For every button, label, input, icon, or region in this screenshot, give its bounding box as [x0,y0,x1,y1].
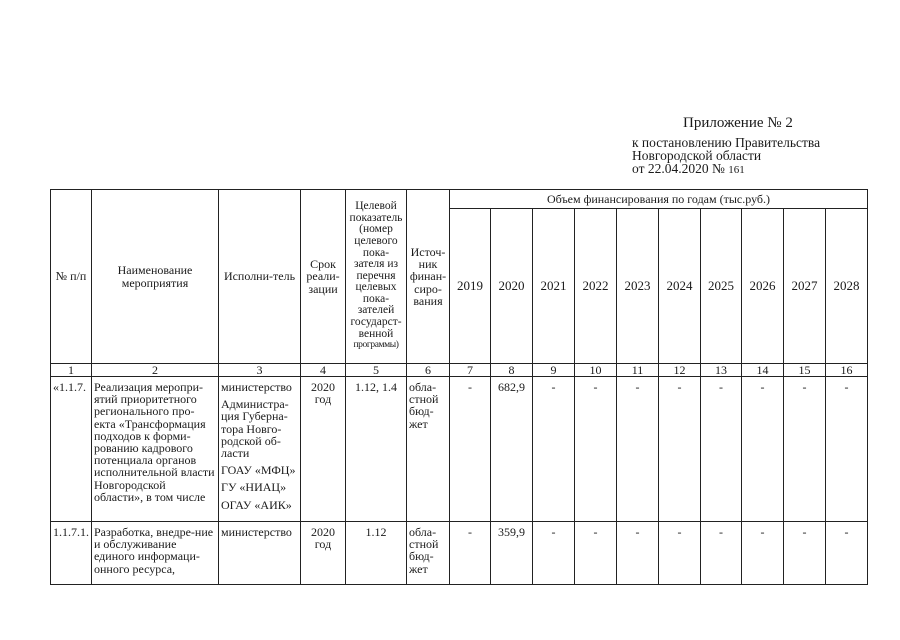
year-header: 2021 [533,209,575,364]
column-number: 12 [659,364,701,377]
value-cell: - [742,522,784,585]
year-header: 2025 [701,209,742,364]
executor: ОГАУ «АИК» [221,497,292,512]
value-cell: - [784,377,826,522]
column-number: 6 [407,364,450,377]
value-cell: - [659,522,701,585]
column-number: 13 [701,364,742,377]
header-financing-volume: Объем финансирования по годам (тыс.руб.) [450,190,868,209]
header-funding-source: Источ-ник финан-сиро-вания [407,190,450,364]
decree-number: 161 [728,164,745,176]
column-numbers-row [51,364,868,377]
value-cell: 682,9 [491,377,533,522]
header-number: № п/п [51,190,92,364]
column-number: 1 [51,364,92,377]
executor: ГУ «НИАЦ» [221,480,287,495]
column-number: 9 [533,364,575,377]
column-number: 4 [301,364,346,377]
table-row [51,522,868,585]
column-number: 11 [617,364,659,377]
value-cell: 359,9 [491,522,533,585]
header-executor: Исполни-тель [219,190,301,364]
executor: ГОАУ «МФЦ» [221,463,296,478]
decree-date-line [632,162,820,177]
value-cell: - [701,522,742,585]
funding-source: обла-стной бюд-жет [407,522,450,585]
target-indicator: 1.12, 1.4 [346,377,407,522]
appendix-title: Приложение № 2 [683,115,793,131]
value-cell: - [659,377,701,522]
year-header: 2022 [575,209,617,364]
column-number: 8 [491,364,533,377]
executor: министерство [221,525,292,539]
term: 2020 год [301,377,346,522]
column-number: 14 [742,364,784,377]
executor: Администра-ция Губерна-тора Новго-родской об-ласти [221,397,289,461]
decree-reference [632,136,820,177]
column-number: 7 [450,364,491,377]
year-header: 2024 [659,209,701,364]
value-cell: - [701,377,742,522]
table-row [51,377,868,522]
year-header: 2019 [450,209,491,364]
activity-name: Реализация меропри-ятий приоритетного регионального про-екта «Трансформация подходов к форми-рованию кадрового потенциала органов исполнительной власти Новгородской области», в том числе [92,377,219,522]
executor: министерство [221,380,292,394]
year-header: 2026 [742,209,784,364]
value-cell: - [826,377,868,522]
column-number: 15 [784,364,826,377]
value-cell: - [450,522,491,585]
value-cell: - [450,377,491,522]
column-number: 5 [346,364,407,377]
term: 2020 год [301,522,346,585]
header-target-indicator: Целевой показатель (номер целевого пока- зателя из перечня целевых пока- зателей государст- венной программы) [346,190,407,364]
column-number: 16 [826,364,868,377]
financing-table [50,189,868,585]
header-name: Наименование мероприятия [92,190,219,364]
column-number: 3 [219,364,301,377]
decree-line: Новгородской области [632,148,762,163]
value-cell: - [826,522,868,585]
value-cell: - [533,377,575,522]
column-number: 10 [575,364,617,377]
value-cell: - [784,522,826,585]
decree-line: к постановлению Правительства [632,135,821,150]
activity-name: Разработка, внедре-ние и обслуживание единого информаци-онного ресурса, [92,522,219,585]
decree-date: от 22.04.2020 № [632,161,725,176]
target-indicator: 1.12 [346,522,407,585]
executors [219,522,301,585]
value-cell: - [742,377,784,522]
column-number: 2 [92,364,219,377]
value-cell: - [575,377,617,522]
value-cell: - [617,377,659,522]
value-cell: - [575,522,617,585]
value-cell: - [533,522,575,585]
year-header: 2023 [617,209,659,364]
value-cell: - [617,522,659,585]
year-header: 2027 [784,209,826,364]
header-term: Срок реали-зации [301,190,346,364]
row-number: «1.1.7. [51,377,92,522]
funding-source: обла-стной бюд-жет [407,377,450,522]
year-header: 2020 [491,209,533,364]
year-header: 2028 [826,209,868,364]
executors [219,377,301,522]
row-number: 1.1.7.1. [51,522,92,585]
